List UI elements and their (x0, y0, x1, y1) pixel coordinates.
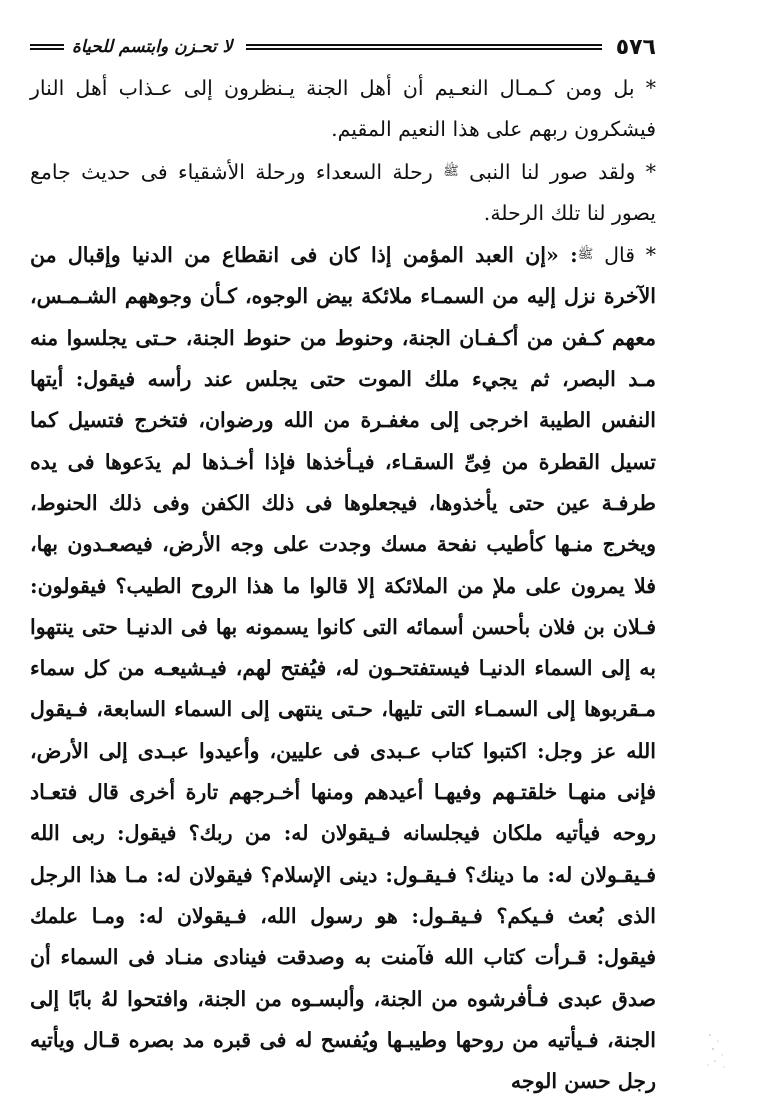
paragraph-2 (30, 151, 656, 235)
honorific-mark: ﷺ (443, 163, 459, 179)
paragraph-text: بل ومن كـمـال النعـيم أن أهل الجنة يـنظرون إلى عـذاب أهل النار فيشكرون ربهم على هذا النعيم المقيم. (30, 76, 656, 142)
paragraph-text: رحلة السعداء ورحلة الأشقياء فى حديث جامع يصور لنا تلك الرحلة. (30, 159, 656, 225)
hadith-quote: : «إن العبد المؤمن إذا كان فى انقطاع من الدنيا وإقبال من الآخرة نزل إليه من السمـاء ملائكة بيض الوجوه، كـأن وجوههم الشـمـس، معهم كـفن من أكـفـان الجنة، وحنوط من حنوط الجنة، حـتى يجلسوا منه مـد البصر، ثم يجيء ملك الموت حتى يجلس عند رأسه فيقول: أيتها النفس الطيبة اخرجى إلى مغفـرة من الله ورضوان، فتخرج فتسيل كما تسيل القطرة من فِىِّ السقـاء، فيـأخذها فإذا أخـذها لم يدَعوها فى يده طرفـة عين حتى يأخذوها، فيجعلوها فى ذلك الكفن وفى ذلك الحنوط، ويخرج منـها كأطيب نفحة مسك وجدت على وجه الأرض، فيصعـدون بها، فلا يمرون على ملإ من الملائكة إلا قالوا ما هذا الروح الطيب؟ فيقولون: فـلان بن فلان بأحسن أسمائه التى كانوا يسمونه بها فى الدنيـا حتى ينتهوا به إلى السماء الدنيـا فيستفتحـون له، فيُفتح لهم، فيـشيعـه من كل سماء مـقربوها إلى السمـاء التى تليها، حـتى ينتهى إلى السماء السابعة، فـيقول الله عز وجل: اكتبوا كتاب عـبدى فى عليين، وأعيدوا عبـدى إلى الأرض، فإنى منهـا خلقتـهم وفيهـا أعيدهم ومنها أخـرجهم تارة أخرى قال فتعـاد روحه فيأتيه ملكان فيجلسانه فـيقولان له: من ربك؟ فيقول: ربى الله فـيقـولان له: ما دينك؟ فـيقـول: دينى الإسلام؟ فيقولان له: مـا هذا الرجل الذى بُعث فـيكم؟ فـيقـول: هو رسول الله، فـيقولان له: ومـا علمك فيقول: قـرأت كتاب الله فآمنت به وصدقت فينادى منـاد فى السماء أن صدق عبدى فـأفرشوه من الجنة، وألبسـوه من الجنة، وافتحوا لهُ بابًا إلى الجنة، فـيأتيه من روحها وطيبـها ويُفسح له فى قبره مد بصره قـال ويأتيه رجل حسن الوجه (30, 243, 656, 1094)
paragraph-text: ولقد صور لنا النبى (469, 159, 636, 184)
honorific-mark: ﷺ (577, 247, 594, 263)
paragraph-marker: * (645, 76, 656, 100)
paragraph-3 (30, 234, 656, 1102)
paper-speck (704, 1027, 730, 1073)
running-title: لا تحـزن وابتسم للحياة (72, 37, 233, 57)
body-text (30, 68, 656, 1102)
paragraph-intro: قال (604, 243, 636, 268)
page-header (30, 30, 656, 64)
paragraph-1 (30, 68, 656, 151)
header-rule-long (246, 44, 601, 50)
page-number: ٥٧٦ (615, 34, 656, 60)
paragraph-marker: * (645, 243, 656, 268)
paragraph-marker: * (645, 159, 656, 184)
header-rule-short (30, 44, 64, 50)
